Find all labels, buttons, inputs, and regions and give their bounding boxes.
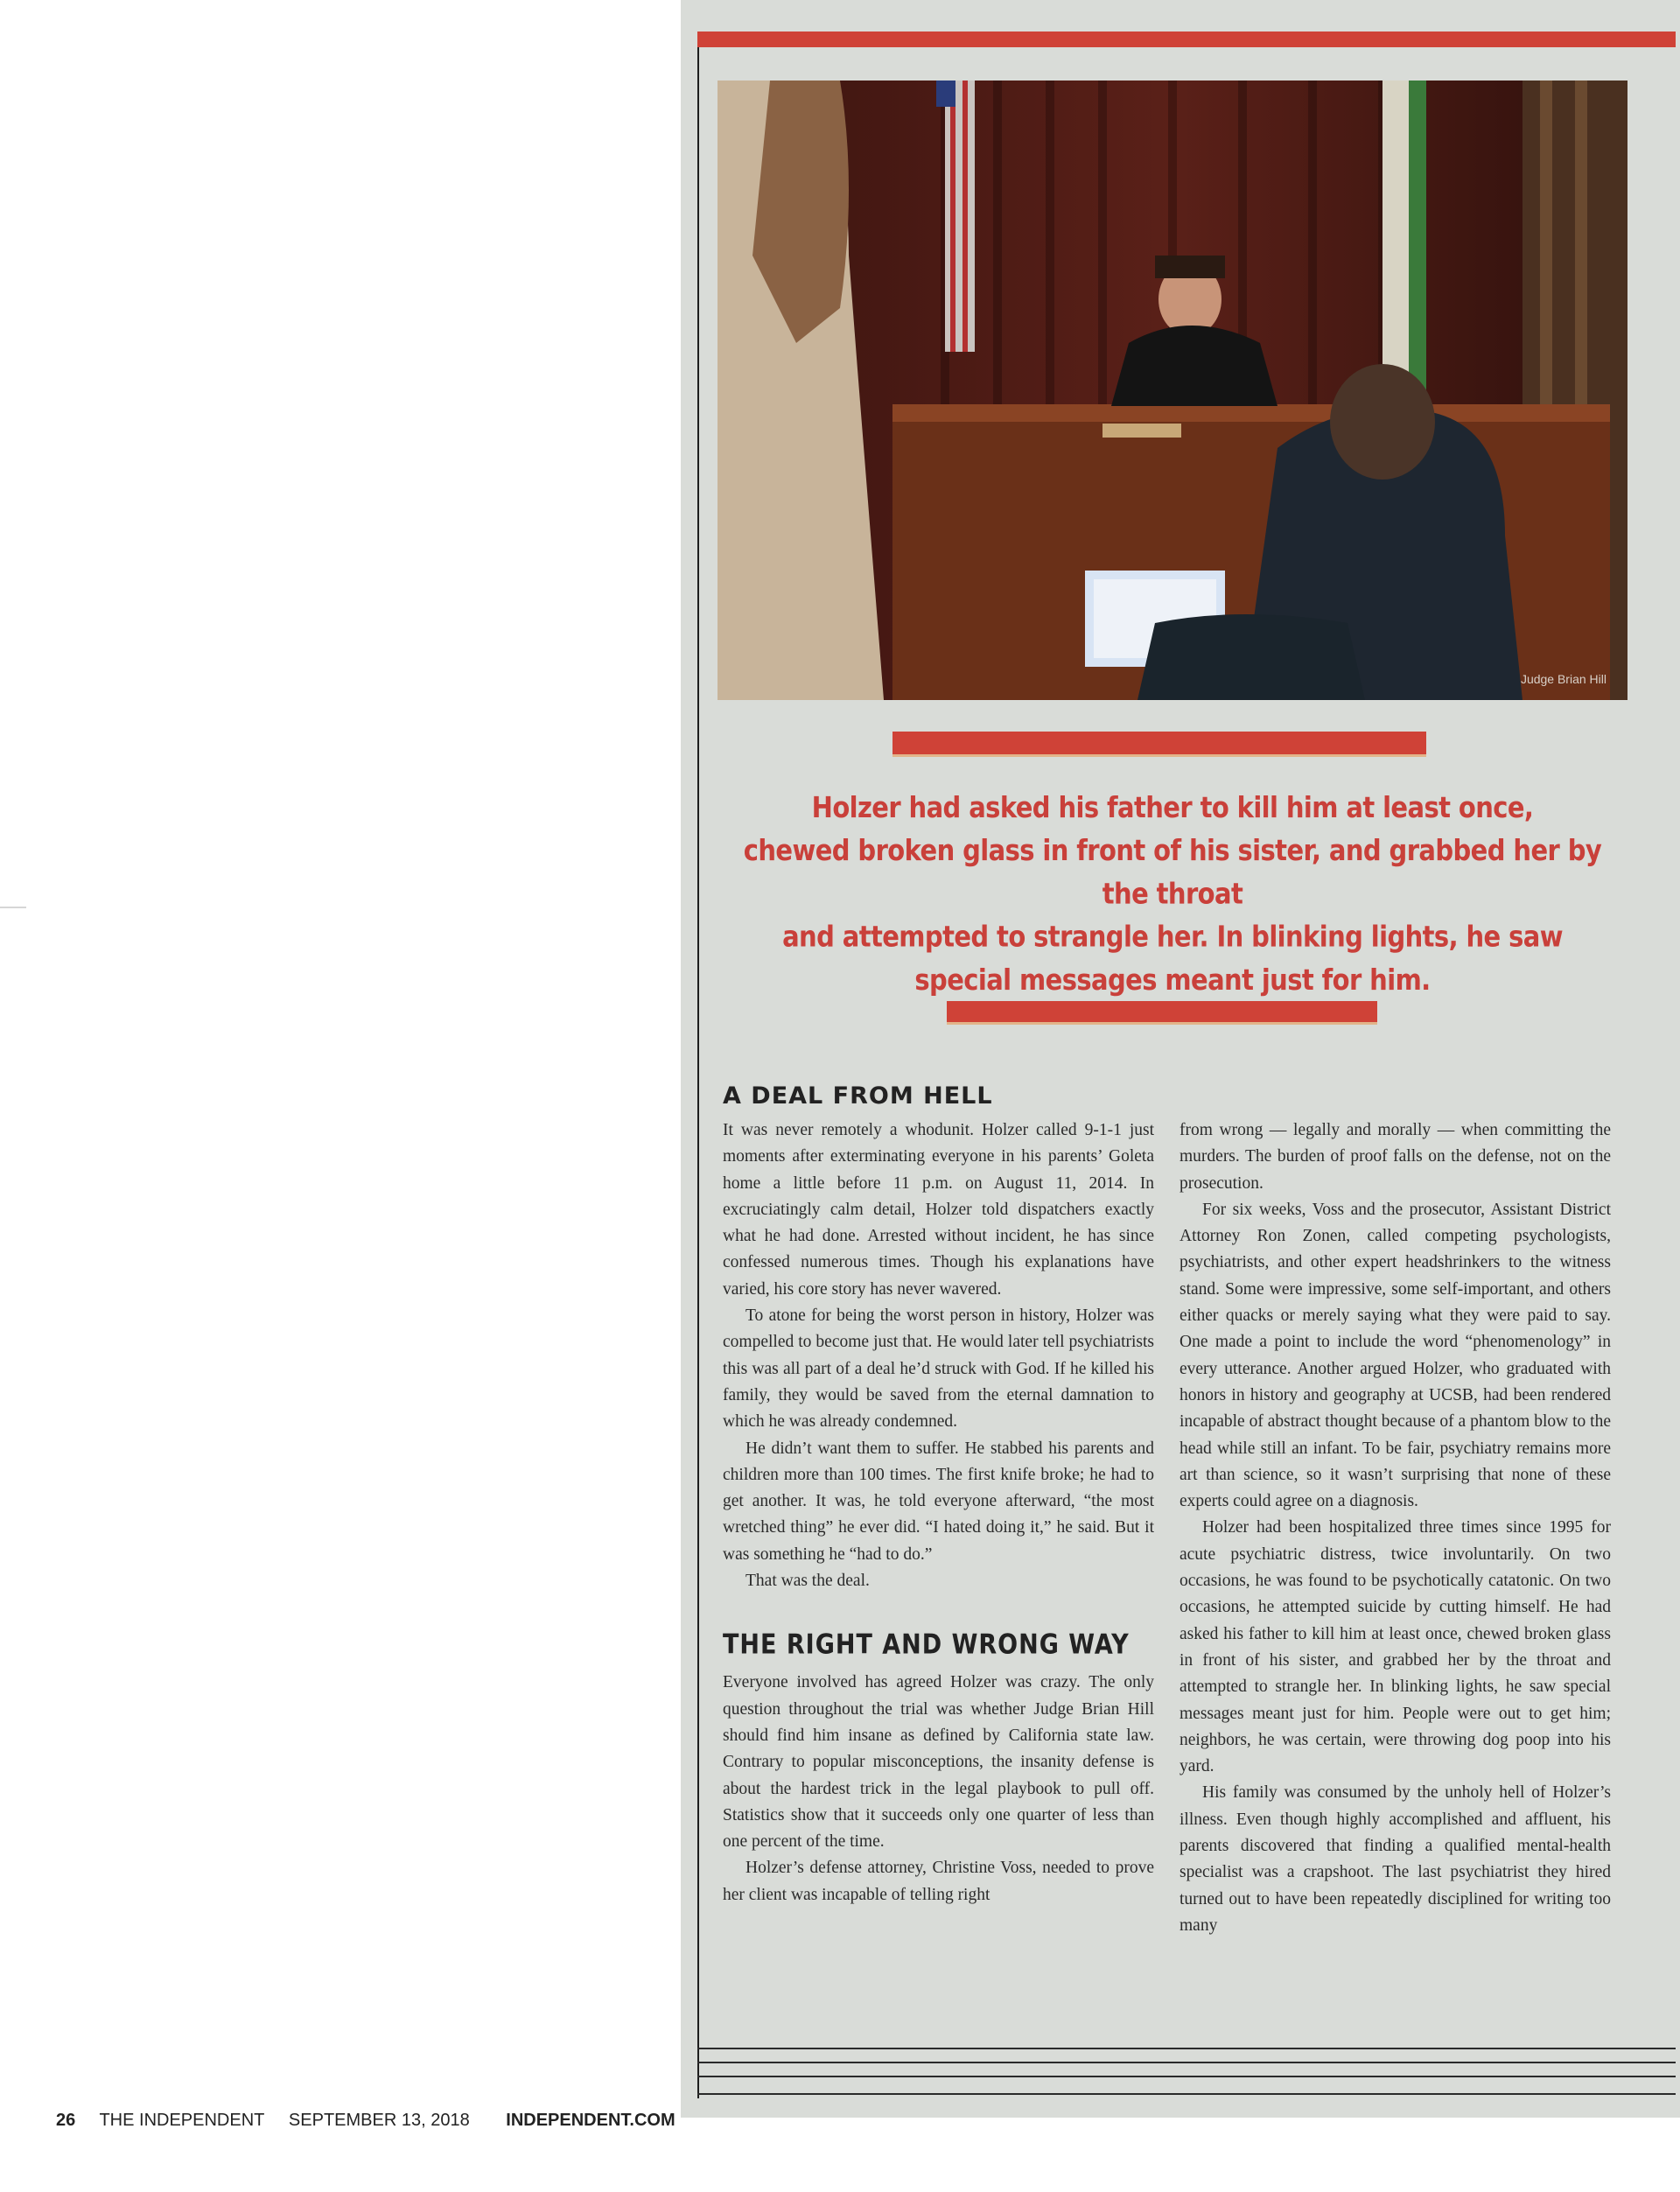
pull-quote-line: Holzer had asked his father to kill him at least once, xyxy=(811,790,1534,824)
paragraph: His family was consumed by the unholy hell of Holzer’s illness. Even though highly accomplished and affluent, his parents discovered that finding a qualified mental-health specialist was a crapshoot. The last psychiatrist they hired turned out to have been repeatedly disciplined for writing too many xyxy=(1180,1783,1611,1935)
website-link[interactable]: INDEPENDENT.COM xyxy=(506,2111,676,2130)
paragraph: Holzer’s defense attorney, Christine Voss, needed to prove her client was incapable of telling right xyxy=(723,1859,1154,1904)
edge-mark xyxy=(0,907,26,908)
pull-quote-line: chewed broken glass in front of his sister, and grabbed her by the throat xyxy=(743,833,1602,911)
pull-quote xyxy=(718,786,1628,1001)
publication-name: THE INDEPENDENT xyxy=(99,2111,265,2130)
section-heading-deal: A DEAL FROM HELL xyxy=(723,1082,993,1110)
paragraph: He didn’t want them to suffer. He stabbed his parents and children more than 100 times. The first knife broke; he had to get another. It was, he told everyone afterward, “the most wretched thing” he ever did. “I hated doing it,” he said. But it was something he “had to do.” xyxy=(723,1439,1154,1564)
pull-quote-top-rule xyxy=(892,732,1426,757)
bottom-rule xyxy=(697,2076,1676,2077)
courtroom-illustration xyxy=(718,81,1628,700)
paragraph: from wrong — legally and morally — when committing the murders. The burden of proof falls on the defense, not on the prosecution. xyxy=(1180,1121,1611,1193)
page-frame-rule xyxy=(697,33,699,2098)
article-column-left xyxy=(723,1117,1154,1908)
top-red-bar xyxy=(697,32,1676,47)
pull-quote-bottom-rule xyxy=(947,1001,1377,1025)
paragraph: Everyone involved has agreed Holzer was crazy. The only question throughout the trial was whether Judge Brian Hill should find him insane as defined by California state law. Contrary to popular misconceptions, the insanity defense is about the hardest trick in the legal playbook to pull off. Statistics show that it succeeds only one quarter of less than one percent of the time. xyxy=(723,1673,1154,1852)
paragraph: For six weeks, Voss and the prosecutor, Assistant District Attorney Ron Zonen, called competing psychologists, psychiatrists, and other expert headshrinkers to the witness stand. Some were impressive, some self-important, and others either quacks or merely saying what they were paid to say. One made a point to include the word “phenomenology” in every utterance. Another argued Holzer, who graduated with honors in history and geography at UCSB, had been rendered incapable of abstract thought because of a phantom blow to the head while still an infant. To be fair, psychiatry remains more art than science, so it wasn’t surprising that none of these experts could agree on a diagnosis. xyxy=(1180,1200,1611,1511)
paragraph: That was the deal. xyxy=(746,1572,870,1591)
issue-date: SEPTEMBER 13, 2018 xyxy=(288,2111,470,2130)
paragraph: To atone for being the worst person in history, Holzer was compelled to become just that. He would later tell psychiatrists this was all part of a deal he’d struck with God. If he killed his family, they would be saved from the eternal damnation to which he was already condemned. xyxy=(723,1306,1154,1432)
bottom-rule xyxy=(697,2048,1676,2049)
photo-credit: Judge Brian Hill xyxy=(1520,672,1606,686)
page-number: 26 xyxy=(56,2111,76,2130)
bottom-rule xyxy=(697,2062,1676,2063)
paragraph: It was never remotely a whodunit. Holzer called 9-1-1 just moments after exterminating everyone in his parents’ Goleta home a little before 11 p.m. on August 11, 2014. In excruciatingly calm detail, Holzer told dispatchers exactly what he had done. Arrested without incident, he has since confessed numerous times. Though his explanations have varied, his core story has never wavered. xyxy=(723,1121,1154,1299)
pull-quote-line: and attempted to strangle her. In blinking lights, he saw xyxy=(782,920,1563,954)
courtroom-photo xyxy=(718,81,1628,700)
paragraph: Holzer had been hospitalized three times since 1995 for acute psychiatric distress, twice involuntarily. On two occasions, he was found to be psychotically catatonic. On two occasions, he attempted suicide by cutting himself. He had asked his father to kill him at least once, chewed broken glass in front of his sister, and grabbed her by the throat and attempted to strangle her. In blinking lights, he saw special messages meant just for him. People were out to get him; neighbors, he was certain, were throwing dog poop into his yard. xyxy=(1180,1518,1611,1776)
section-heading-right-wrong: THE RIGHT AND WRONG WAY xyxy=(723,1629,1130,1662)
page-footer xyxy=(56,2111,676,2131)
pull-quote-line: special messages meant just for him. xyxy=(914,963,1431,997)
bottom-rule xyxy=(697,2093,1676,2095)
article-column-right xyxy=(1180,1117,1611,1939)
